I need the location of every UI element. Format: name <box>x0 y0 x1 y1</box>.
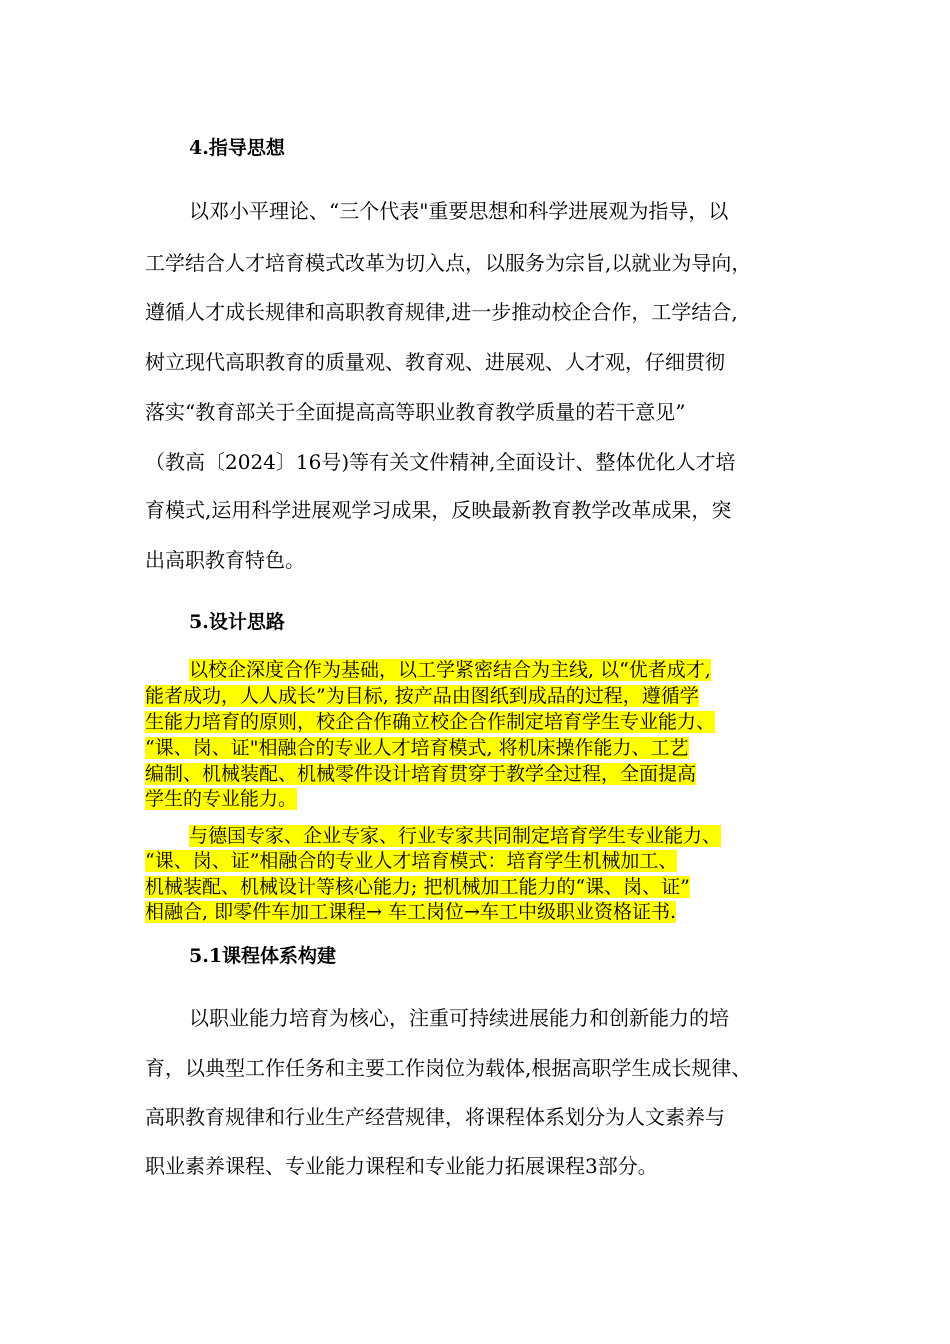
highlighted-line <box>145 684 699 708</box>
section-4-line: 出高职教育特色。 <box>145 548 305 572</box>
highlighted-line <box>145 787 297 811</box>
section-4-heading: 4.指导思想 <box>189 137 285 159</box>
highlight-text: 与德国专家、企业专家、行业专家共同制定培育学生专业能力、 <box>189 825 722 847</box>
section-5-1-line: 职业素养课程、专业能力课程和专业能力拓展课程3部分。 <box>145 1154 658 1178</box>
section-4-line: 工学结合人才培育模式改革为切入点，以服务为宗旨,以就业为导向， <box>145 251 752 275</box>
section-4-line: 以邓小平理论、“三个代表"重要思想和科学进展观为指导，以 <box>189 199 729 223</box>
highlight-text: 相融合, 即零件车加工课程→ 车工岗位→车工中级职业资格证书. <box>145 901 676 923</box>
highlight-text: 以校企深度合作为基础，以工学紧密结合为主线, 以“优者成才, <box>189 659 711 681</box>
section-5-1-line: 高职教育规律和行业生产经营规律，将课程体系划分为人文素养与 <box>145 1105 725 1129</box>
highlighted-line <box>189 824 721 848</box>
section-4-line: 遵循人才成长规律和高职教育规律,进一步推动校企合作，工学结合, <box>145 300 738 324</box>
highlight-text: 学生的专业能力。 <box>145 788 298 810</box>
highlighted-line <box>189 658 711 682</box>
highlight-text: 编制、机械装配、机械零件设计培育贯穿于教学全过程，全面提高 <box>145 763 697 785</box>
section-5-1-line: 以职业能力培育为核心，注重可持续进展能力和创新能力的培 <box>189 1006 729 1030</box>
highlighted-line <box>145 900 676 924</box>
section-4-line: 育模式,运用科学进展观学习成果，反映最新教育教学改革成果，突 <box>145 498 732 522</box>
highlight-text: 能者成功，人人成长”为目标, 按产品由图纸到成品的过程，遵循学 <box>145 685 699 707</box>
highlighted-line <box>145 849 677 873</box>
highlighted-line <box>145 762 696 786</box>
highlighted-line <box>145 710 715 734</box>
section-5-1-line: 育，以典型工作任务和主要工作岗位为载体,根据高职学生成长规律、 <box>145 1056 752 1080</box>
highlight-text: “课、岗、证"相融合的专业人才培育模式, 将机床操作能力、工艺 <box>145 737 689 759</box>
highlight-text: 生能力培育的原则，校企合作确立校企合作制定培育学生专业能力、 <box>145 711 716 733</box>
section-5-1-heading: 5.1课程体系构建 <box>189 945 337 967</box>
highlighted-line <box>145 875 690 899</box>
highlight-text: “课、岗、证”相融合的专业人才培育模式：培育学生机械加工、 <box>145 850 678 872</box>
highlight-text: 机械装配、机械设计等核心能力; 把机械加工能力的“课、岗、证” <box>145 876 690 898</box>
section-4-line: 树立现代高职教育的质量观、教育观、进展观、人才观，仔细贯彻 <box>145 350 725 374</box>
section-4-line: 落实“教育部关于全面提高高等职业教育教学质量的若干意见” <box>145 400 686 424</box>
section-5-heading: 5.设计思路 <box>189 611 285 633</box>
highlighted-line <box>145 736 689 760</box>
section-4-line: （教高〔2024〕16号)等有关文件精神,全面设计、整体优化人才培 <box>145 450 736 474</box>
